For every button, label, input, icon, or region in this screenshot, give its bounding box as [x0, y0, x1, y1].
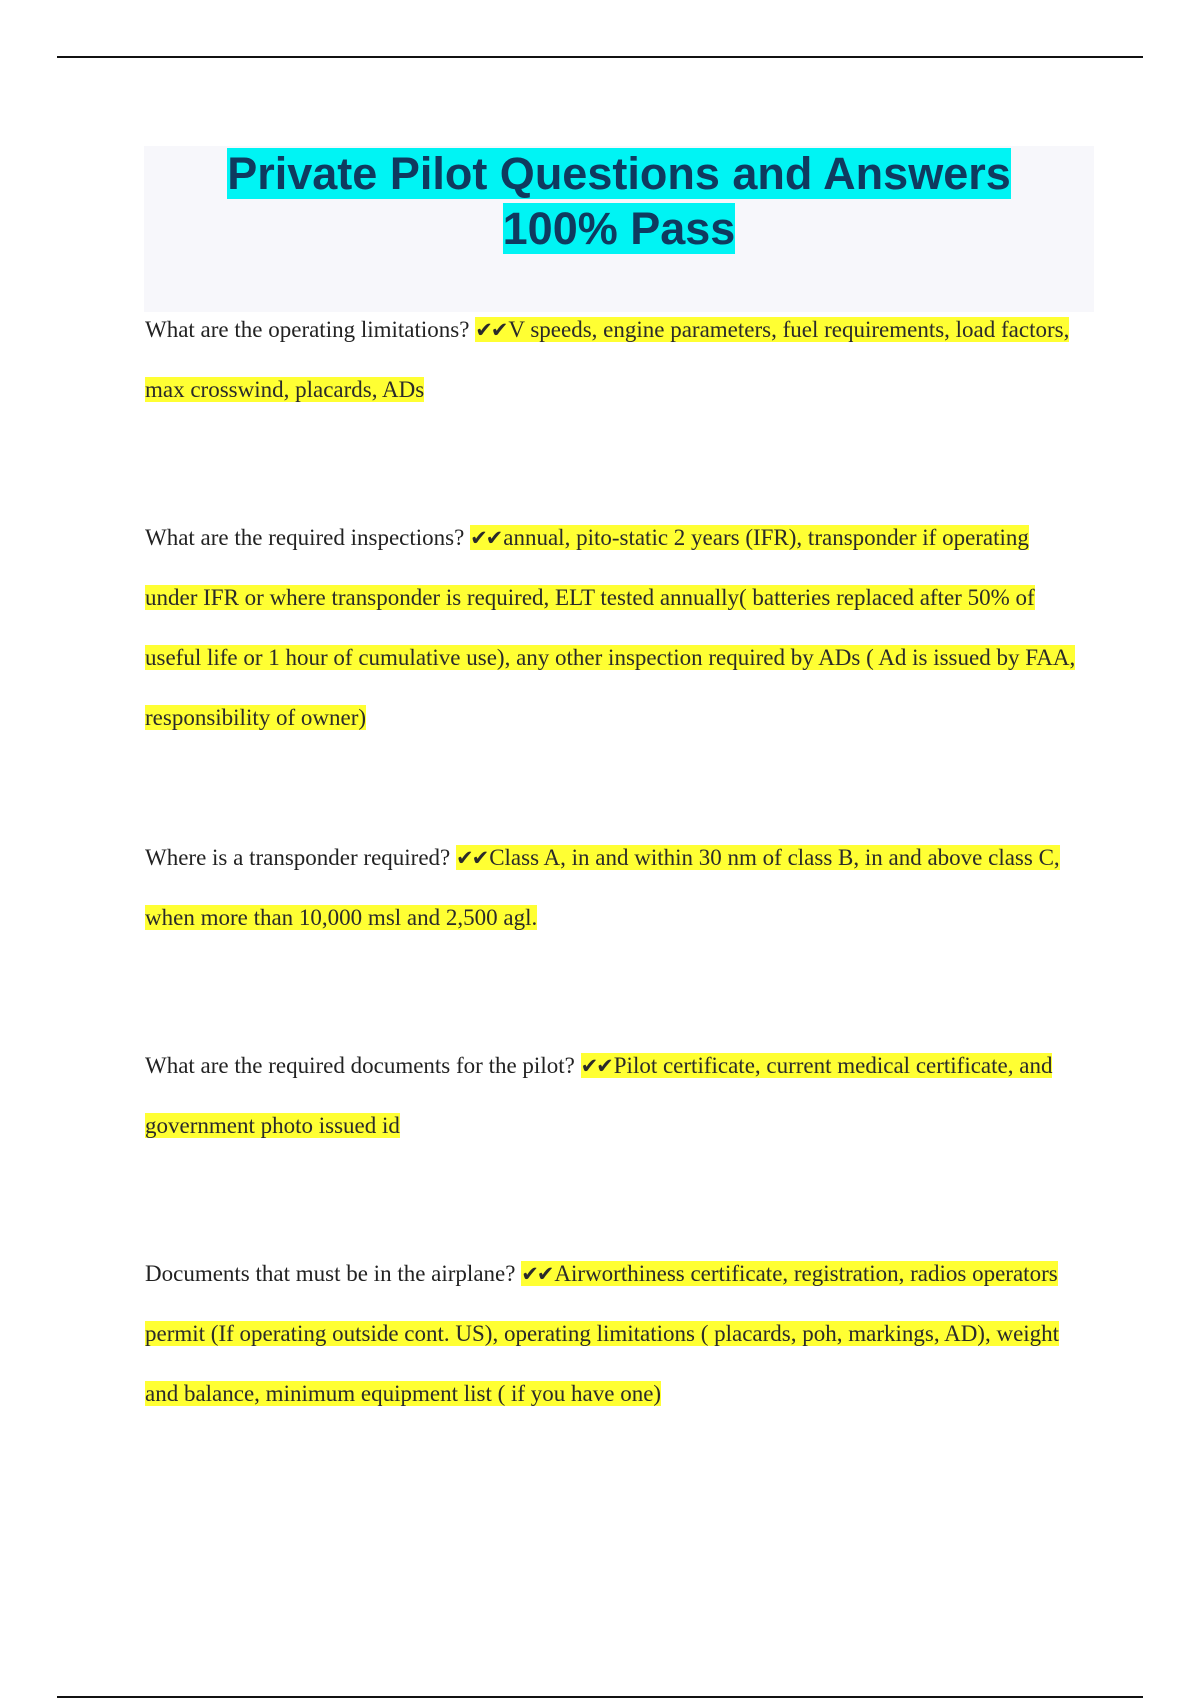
qa-item [145, 300, 1085, 420]
title-wrap [144, 146, 1094, 256]
qa-item [145, 1244, 1085, 1424]
question-text: Documents that must be in the airplane? [145, 1261, 516, 1286]
answer-text: Class A, in and within 30 nm of class B, in and above class C, when more than 10,000 msl and 2,500 agl. [145, 845, 1060, 930]
document-title: Private Pilot Questions and Answers 100% Pass [227, 148, 1011, 254]
bottom-rule [57, 1696, 1143, 1698]
answer-text: annual, pito-static 2 years (IFR), transponder if operating under IFR or where transponder is required, ELT tested annually( batteries replaced after 50% of useful life or 1 hour of cumulative use), any other inspection required by ADs ( Ad is issued by FAA, responsibility of owner) [145, 525, 1076, 730]
qa-item [145, 828, 1085, 948]
double-check-icon: ✔✔ [580, 1054, 612, 1078]
qa-item [145, 508, 1085, 748]
double-check-icon: ✔✔ [456, 846, 488, 870]
answer-text: Airworthiness certificate, registration, radios operators permit (If operating outside cont. US), operating limitations ( placards, poh, markings, AD), weight and balance, minimum equipment list ( if you have one) [145, 1261, 1060, 1406]
double-check-icon: ✔✔ [521, 1262, 553, 1286]
question-text: What are the required documents for the pilot? [145, 1053, 575, 1078]
question-text: What are the required inspections? [145, 525, 465, 550]
question-text: Where is a transponder required? [145, 845, 451, 870]
answer-highlight [145, 525, 1075, 730]
question-text: What are the operating limitations? [145, 317, 470, 342]
answer-text: Pilot certificate, current medical certificate, and government photo issued id [145, 1053, 1053, 1138]
double-check-icon: ✔✔ [475, 318, 507, 342]
double-check-icon: ✔✔ [470, 526, 502, 550]
qa-item [145, 1036, 1085, 1156]
answer-text: V speeds, engine parameters, fuel requirements, load factors, max crosswind, placards, ADs [145, 317, 1070, 402]
title-block [144, 146, 1094, 312]
top-rule [57, 56, 1143, 58]
